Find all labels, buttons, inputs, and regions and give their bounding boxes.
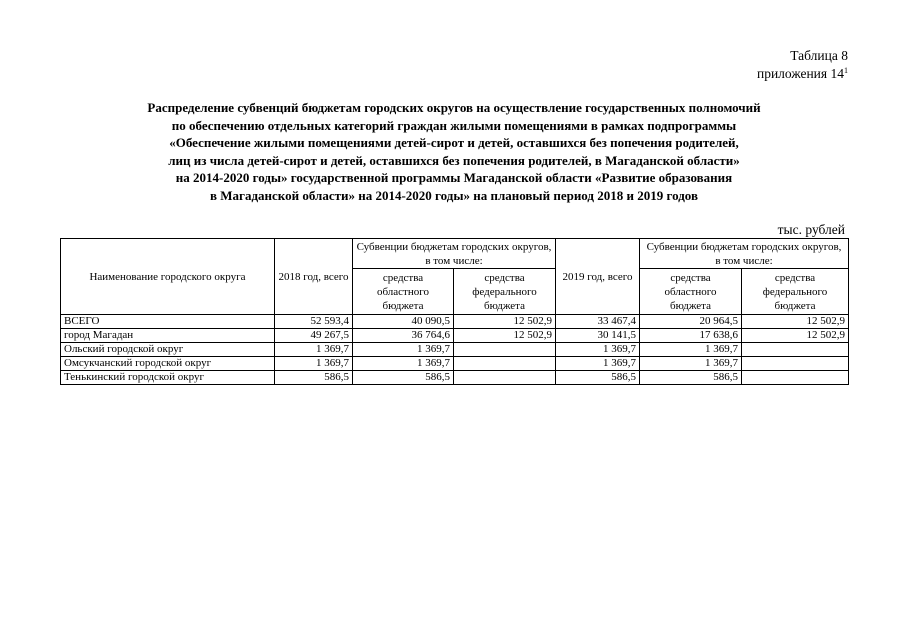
- cell-federal-2018: [454, 343, 556, 357]
- appendix-reference: [757, 65, 848, 83]
- header-regional-2018: средства областного бюджета: [353, 269, 454, 315]
- title-line: Распределение субвенций бюджетам городских округов на осуществление государственных полномочий: [147, 100, 761, 115]
- cell-federal-2019: [742, 357, 849, 371]
- cell-federal-2019: 12 502,9: [742, 315, 849, 329]
- units-label: тыс. рублей: [777, 222, 845, 237]
- title-line: в Магаданской области» на 2014-2020 годы» на плановый период 2018 и 2019 годов: [210, 187, 698, 203]
- header-subventions-2019: Субвенции бюджетам городских округов, в том числе:: [640, 239, 849, 269]
- appendix-superscript: 1: [844, 66, 848, 75]
- cell-total-2018: 49 267,5: [275, 329, 353, 343]
- table-number: Таблица 8: [790, 48, 848, 63]
- cell-total-2019: 586,5: [556, 371, 640, 385]
- header-total-2019: 2019 год, всего: [556, 239, 640, 315]
- cell-regional-2019: 586,5: [640, 371, 742, 385]
- cell-regional-2019: 17 638,6: [640, 329, 742, 343]
- header-federal-2018: средства федерального бюджета: [454, 269, 556, 315]
- cell-regional-2018: 1 369,7: [353, 357, 454, 371]
- document-title: [60, 99, 848, 205]
- subvention-table: [60, 238, 849, 385]
- cell-regional-2018: 1 369,7: [353, 343, 454, 357]
- table-row: [61, 329, 849, 343]
- cell-federal-2018: [454, 357, 556, 371]
- header-total-2018: 2018 год, всего: [275, 239, 353, 315]
- appendix-text: приложения 14: [756, 66, 844, 81]
- cell-name: ВСЕГО: [61, 315, 275, 329]
- title-line: лиц из числа детей-сирот и детей, оставшихся без попечения родителей, в Магаданской области»: [168, 152, 740, 168]
- cell-regional-2018: 36 764,6: [353, 329, 454, 343]
- cell-federal-2019: 12 502,9: [742, 329, 849, 343]
- cell-name: Ольский городской округ: [61, 343, 275, 357]
- table-row: [61, 343, 849, 357]
- title-line: на 2014-2020 годы» государственной программы Магаданской области «Развитие образования: [175, 170, 733, 186]
- cell-name: город Магадан: [61, 329, 275, 343]
- table-row: [61, 315, 849, 329]
- cell-total-2018: 1 369,7: [275, 343, 353, 357]
- cell-federal-2018: 12 502,9: [454, 315, 556, 329]
- table-row: [61, 357, 849, 371]
- cell-name: Омсукчанский городской округ: [61, 357, 275, 371]
- cell-federal-2018: 12 502,9: [454, 329, 556, 343]
- cell-regional-2019: 1 369,7: [640, 343, 742, 357]
- title-line: по обеспечению отдельных категорий граждан жилыми помещениями в рамках подпрограммы: [171, 117, 737, 133]
- cell-regional-2018: 40 090,5: [353, 315, 454, 329]
- cell-regional-2018: 586,5: [353, 371, 454, 385]
- cell-total-2019: 33 467,4: [556, 315, 640, 329]
- cell-total-2019: 1 369,7: [556, 357, 640, 371]
- cell-total-2018: 586,5: [275, 371, 353, 385]
- cell-name: Тенькинский городской округ: [61, 371, 275, 385]
- header-federal-2019: средства федерального бюджета: [742, 269, 849, 315]
- cell-total-2019: 30 141,5: [556, 329, 640, 343]
- cell-total-2018: 52 593,4: [275, 315, 353, 329]
- cell-federal-2018: [454, 371, 556, 385]
- table-reference: [757, 47, 848, 83]
- header-regional-2019: средства областного бюджета: [640, 269, 742, 315]
- title-line: «Обеспечение жилыми помещениями детей-сирот и детей, оставшихся без попечения родителей,: [169, 135, 739, 151]
- cell-total-2019: 1 369,7: [556, 343, 640, 357]
- table-row: [61, 371, 849, 385]
- cell-total-2018: 1 369,7: [275, 357, 353, 371]
- cell-regional-2019: 20 964,5: [640, 315, 742, 329]
- cell-regional-2019: 1 369,7: [640, 357, 742, 371]
- header-subventions-2018: Субвенции бюджетам городских округов, в том числе:: [353, 239, 556, 269]
- cell-federal-2019: [742, 371, 849, 385]
- header-name: Наименование городского округа: [61, 239, 275, 315]
- cell-federal-2019: [742, 343, 849, 357]
